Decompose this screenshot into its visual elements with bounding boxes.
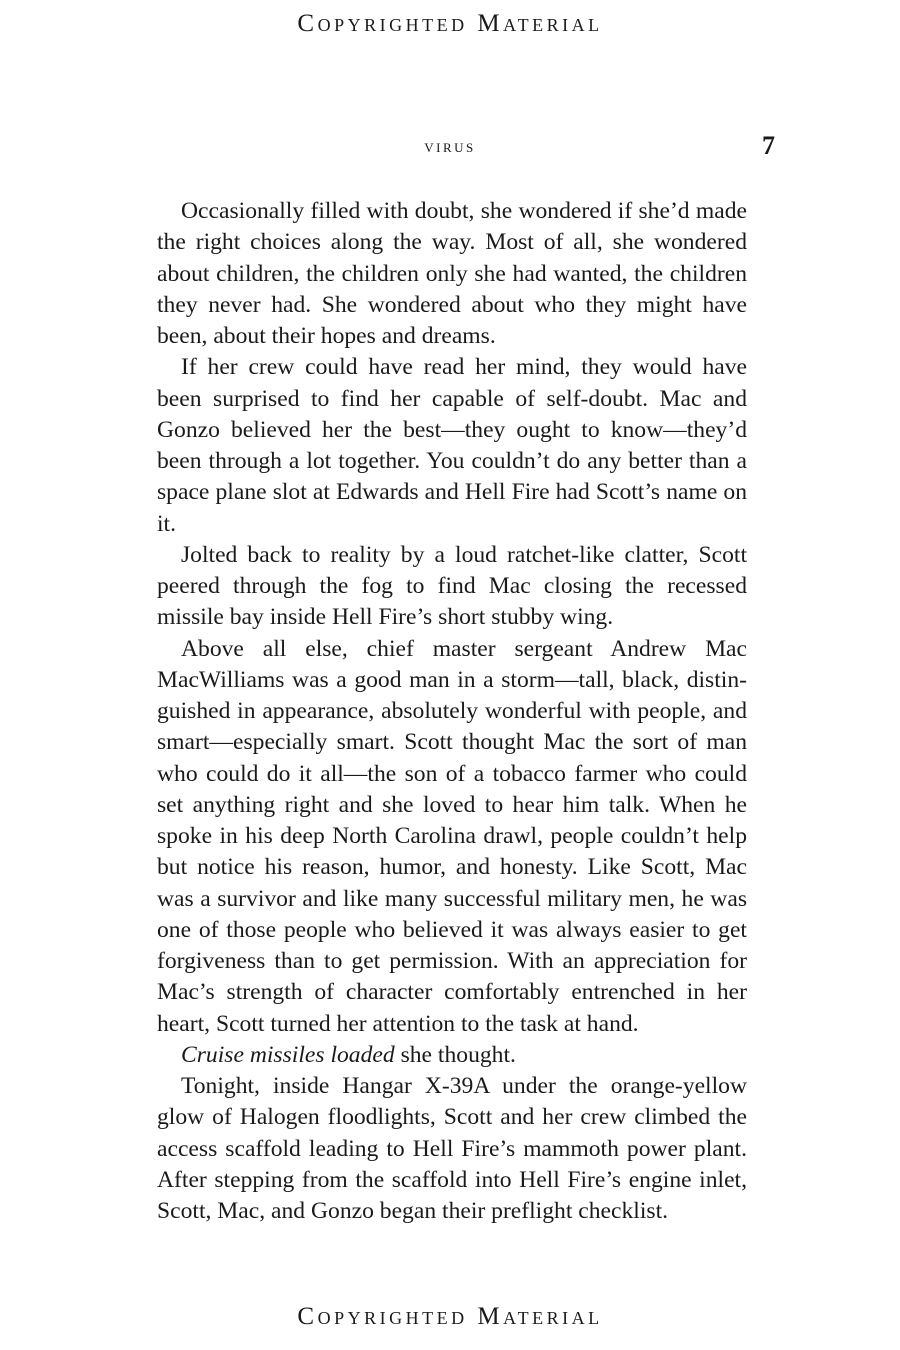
paragraph-text: she thought. <box>394 1041 516 1068</box>
paragraph: Tonight, inside Hangar X-39A under the orange-yellow glow of Halogen floodlights, Scott and her crew climbed the access scaffold leading to Hell Fire’s mammoth power plant. After stepping from the scaffold into Hell Fire’s engine inlet, Scott, Mac, and Gonzo began their preflight checklist. <box>157 1073 747 1224</box>
paragraph: Jolted back to reality by a loud ratchet-like clatter, Scott peered through the fog to find Mac closing the recessed missile bay inside Hell Fire’s short stubby wing. <box>157 541 747 631</box>
body-text <box>157 196 747 1227</box>
running-title: virus <box>424 136 476 157</box>
page-number: 7 <box>762 131 775 160</box>
paragraph <box>157 1040 747 1071</box>
paragraph: If her crew could have read her mind, they would have been surprised to find her capable of self-doubt. Mac and Gonzo believed her the best—they ought to know—they’d been through a lot together. You couldn’t do any better than a space plane slot at Edwards and Hell Fire had Scott’s name on it. <box>157 354 747 537</box>
italic-phrase: Cruise missiles loaded <box>181 1041 395 1068</box>
paragraph: Above all else, chief master sergeant Andrew Mac MacWilliams was a good man in a storm—tall, black, distinguished in appearance, absolutely wonderful with people, and smart—especially smart. Scott thought Mac the sort of man who could do it all—the son of a tobacco farmer who could set anything right and she loved to hear him talk. When he spoke in his deep North Carolina drawl, people couldn’t help but notice his reason, humor, and honesty. Like Scott, Mac was a survivor and like many successful military men, he was one of those people who believed it was always easier to get forgiveness than to get permission. With an appreciation for Mac’s strength of character comfortably entrenched in her heart, Scott turned her attention to the task at hand. <box>157 635 747 1037</box>
copyright-header: Copyrighted Material <box>297 10 603 37</box>
copyright-footer: Copyrighted Material <box>297 1303 603 1330</box>
paragraph: Occasionally filled with doubt, she wondered if she’d made the right choices along the way. Most of all, she wondered about children, the children only she had wanted, the children they never had. She wondered about who they might have been, about their hopes and dreams. <box>157 198 747 349</box>
